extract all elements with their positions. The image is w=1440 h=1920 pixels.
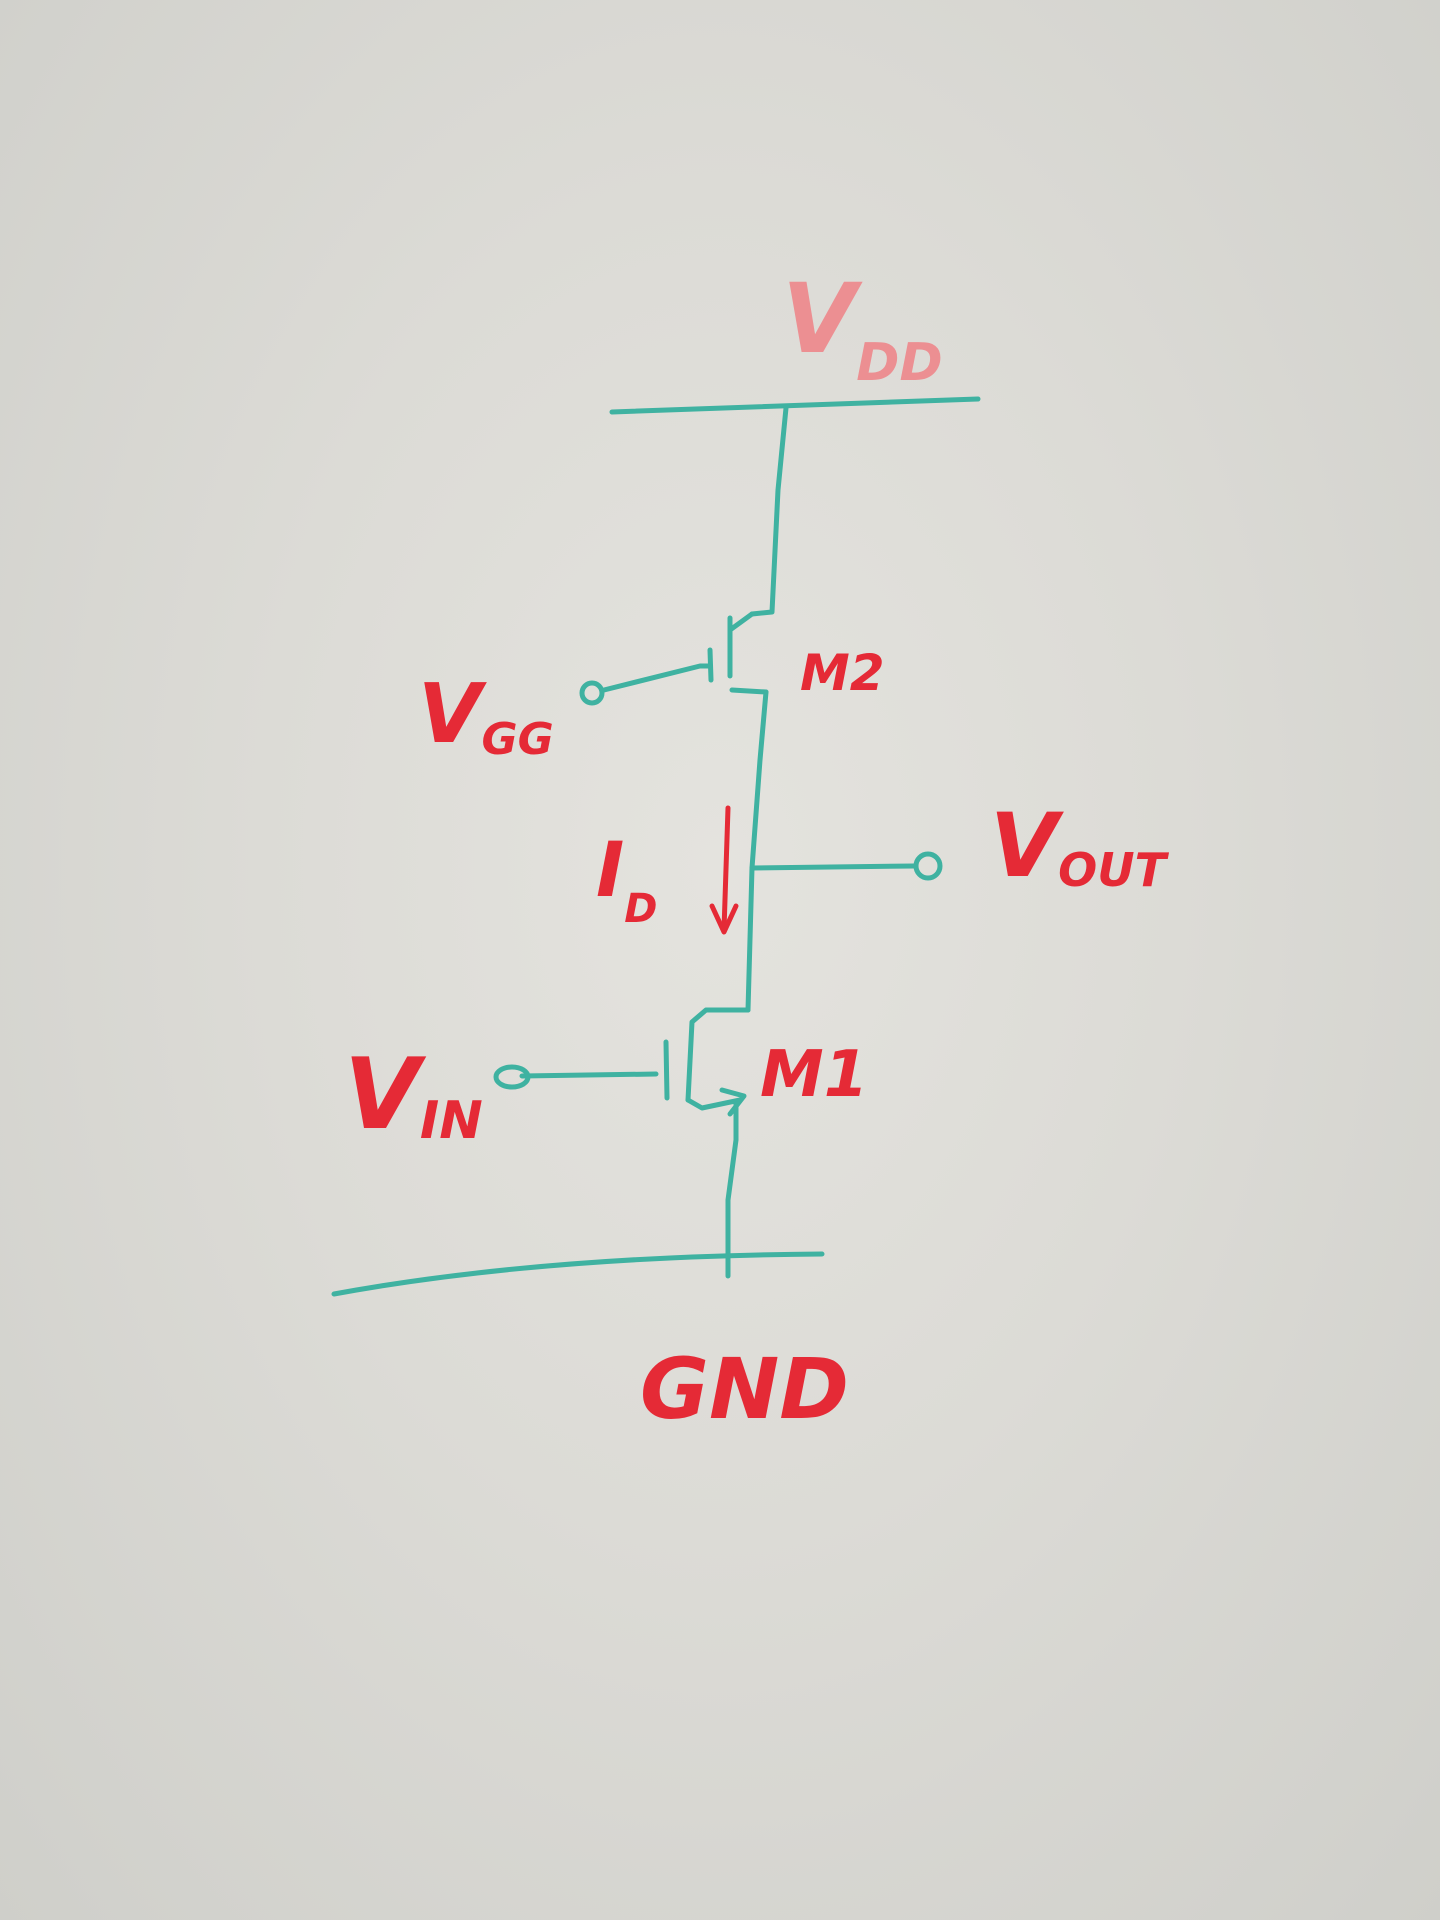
vgg-gate-wire <box>604 666 710 690</box>
gnd-label: GND <box>640 1340 849 1438</box>
id-sub: D <box>624 886 658 932</box>
vout-wire <box>752 866 914 868</box>
m1-to-gnd-wire <box>728 1104 736 1276</box>
vin-sub: IN <box>419 1091 483 1151</box>
vin-main: V <box>344 1038 420 1152</box>
id-current-arrow <box>724 808 728 930</box>
vgg-terminal <box>582 683 602 703</box>
vin-label <box>344 1038 483 1152</box>
m2-to-m1-wire <box>748 692 766 1010</box>
vdd-main: V <box>782 263 857 375</box>
id-main: I <box>596 825 625 914</box>
vdd-rail <box>612 399 978 412</box>
vin-gate-wire <box>522 1074 656 1076</box>
vout-sub: OUT <box>1058 843 1166 897</box>
vout-terminal <box>916 854 940 878</box>
gnd-rail <box>334 1254 822 1294</box>
m1-drain-stub <box>688 1010 748 1100</box>
m2-label: M2 <box>800 644 885 702</box>
vdd-label <box>782 263 943 393</box>
m1-gate-plate <box>666 1042 667 1098</box>
m2-drain-stub <box>730 614 752 630</box>
vgg-label <box>418 667 554 765</box>
vout-main: V <box>990 794 1059 897</box>
vgg-sub: GG <box>481 714 554 765</box>
m1-source-stub <box>688 1100 740 1108</box>
m1-label: M1 <box>760 1038 869 1112</box>
vgg-main: V <box>418 667 482 762</box>
id-label <box>596 825 657 932</box>
m2-source-stub <box>732 690 766 692</box>
vdd-sub: DD <box>856 333 943 393</box>
vout-label <box>990 794 1170 897</box>
vdd-to-m2-wire <box>752 408 786 614</box>
